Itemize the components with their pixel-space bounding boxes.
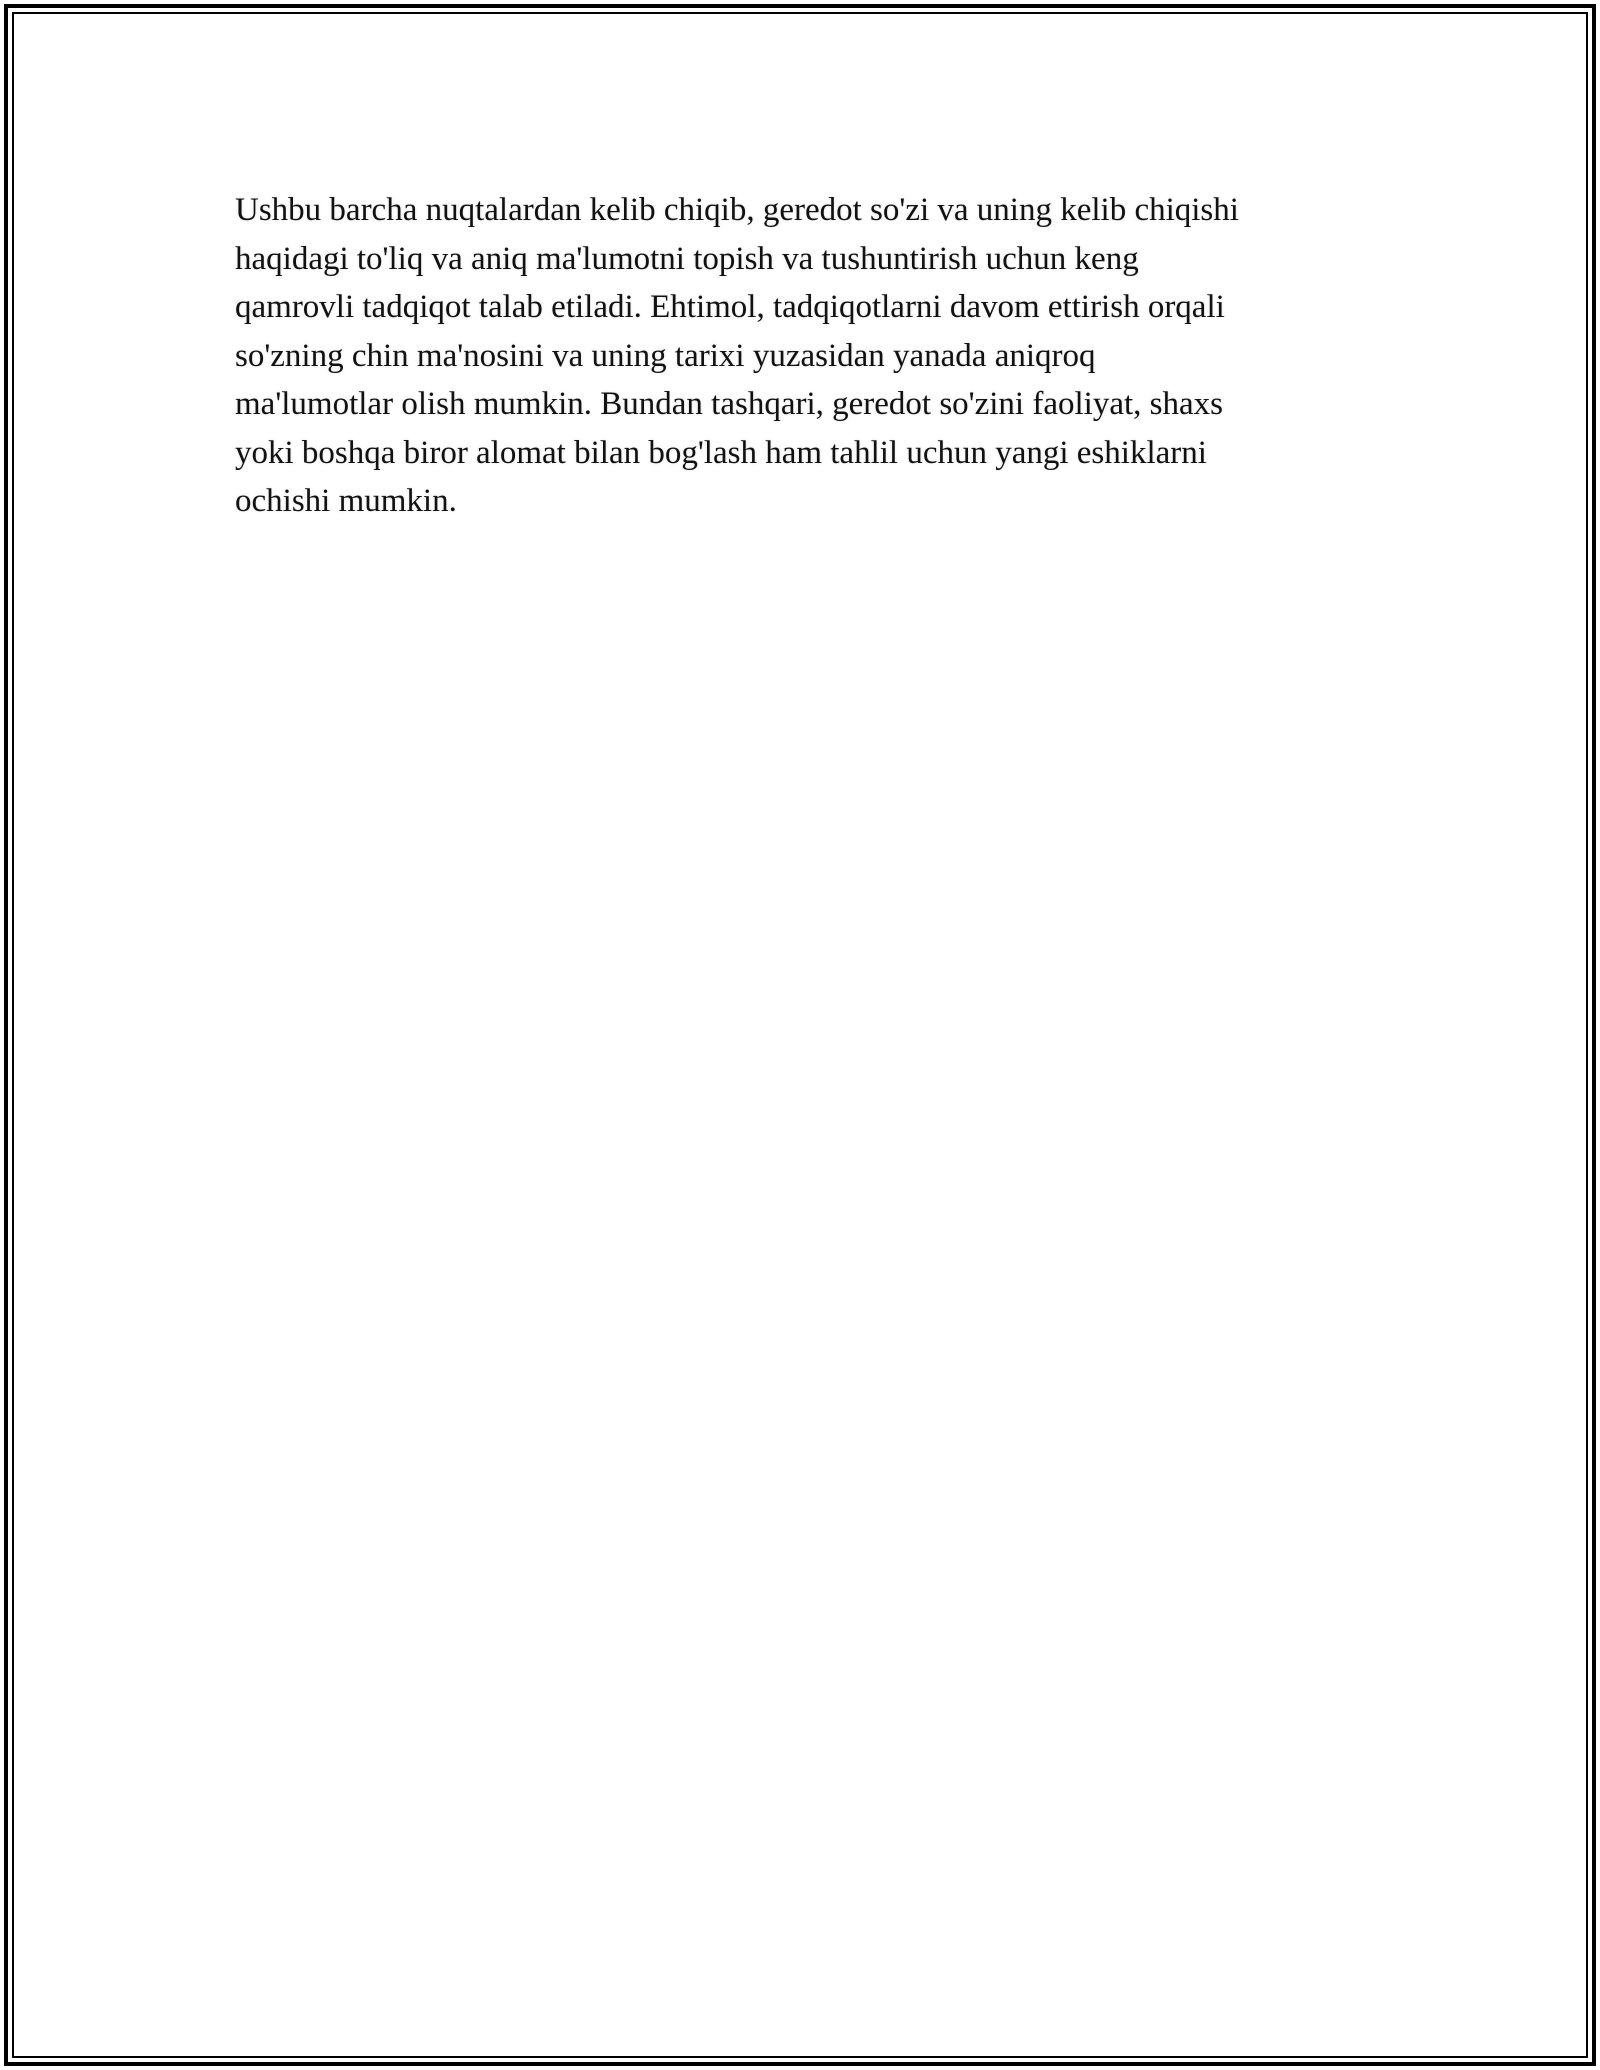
paragraph-line: ma'lumotlar olish mumkin. Bundan tashqari, geredot so'zini faoliyat, shaxs xyxy=(235,386,1223,422)
paragraph-line: ochishi mumkin. xyxy=(235,483,457,519)
paragraph-line: qamrovli tadqiqot talab etiladi. Ehtimol, tadqiqotlarni davom ettirish orqali xyxy=(235,289,1225,325)
paragraph-line: Ushbu barcha nuqtalardan kelib chiqib, geredot so'zi va uning kelib chiqishi xyxy=(235,192,1239,228)
body-paragraph xyxy=(235,186,1375,526)
paragraph-line: haqidagi to'liq va aniq ma'lumotni topish va tushuntirish uchun keng xyxy=(235,240,1139,277)
paragraph-line: so'zning chin ma'nosini va uning tarixi yuzasidan yanada aniqroq xyxy=(235,337,1096,374)
paragraph-line: yoki boshqa biror alomat bilan bog'lash ham tahlil uchun yangi eshiklarni xyxy=(235,434,1207,471)
